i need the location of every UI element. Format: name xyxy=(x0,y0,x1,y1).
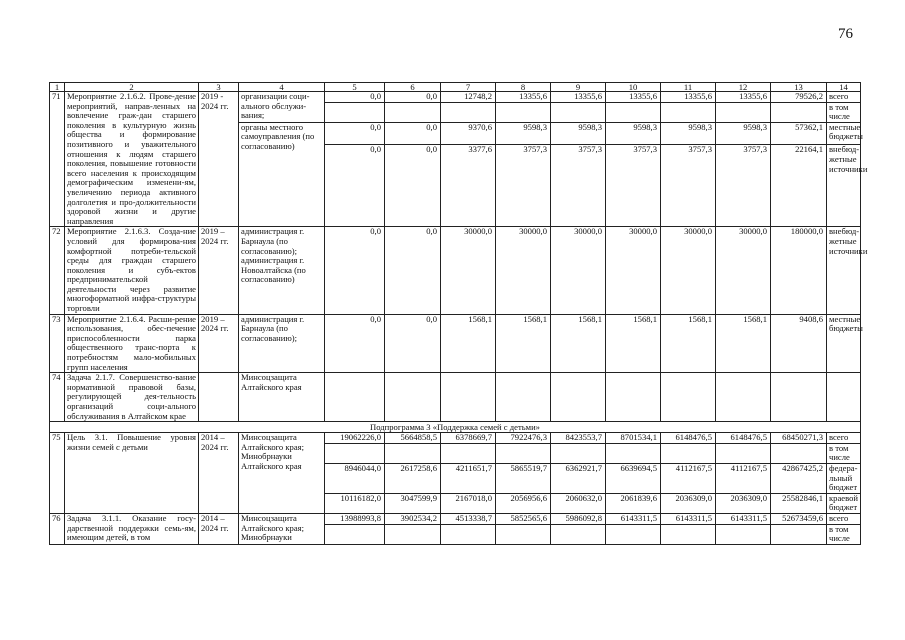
value-cell: 1568,1 xyxy=(661,314,716,373)
value-cell: 68450271,3 xyxy=(771,433,827,444)
value-cell xyxy=(385,373,441,422)
value-cell xyxy=(661,524,716,544)
table-row xyxy=(50,314,861,373)
activity-name: Мероприятие 2.1.6.4. Расши-рение использования, обес-печение приспособленности парка общественного транс-порта к потребностям мало-мобильных групп населения xyxy=(65,314,199,373)
column-number: 14 xyxy=(827,83,861,92)
value-cell: 1568,1 xyxy=(441,314,496,373)
table-row xyxy=(50,227,861,314)
executor: Минсоцзащита Алтайского края; Минобрнауки Алтайского края xyxy=(239,433,325,514)
value-cell: 3757,3 xyxy=(716,145,771,227)
value-cell: 13355,6 xyxy=(661,92,716,103)
value-cell: 22164,1 xyxy=(771,145,827,227)
period: 2019 - 2024 гг. xyxy=(199,92,239,227)
period: 2014 – 2024 гг. xyxy=(199,513,239,544)
value-cell: 8946044,0 xyxy=(325,463,385,493)
period: 2019 – 2024 гг. xyxy=(199,227,239,314)
value-cell xyxy=(385,524,441,544)
column-number: 13 xyxy=(771,83,827,92)
value-cell: 42867425,2 xyxy=(771,463,827,493)
value-cell: 1568,1 xyxy=(716,314,771,373)
value-cell: 6362921,7 xyxy=(551,463,606,493)
value-cell: 1568,1 xyxy=(551,314,606,373)
column-number: 4 xyxy=(239,83,325,92)
program-table xyxy=(49,82,868,545)
value-cell xyxy=(606,443,661,463)
value-cell: 0,0 xyxy=(325,227,385,314)
value-cell xyxy=(606,102,661,122)
funding-source: всего xyxy=(827,92,861,103)
value-cell xyxy=(606,373,661,422)
value-cell xyxy=(325,373,385,422)
period: 2014 – 2024 гг. xyxy=(199,433,239,514)
value-cell xyxy=(606,524,661,544)
value-cell: 2167018,0 xyxy=(441,493,496,513)
row-number: 73 xyxy=(50,314,65,373)
value-cell: 13355,6 xyxy=(496,92,551,103)
funding-source: в том числе xyxy=(827,443,861,463)
column-number: 2 xyxy=(65,83,199,92)
value-cell: 6148476,5 xyxy=(716,433,771,444)
value-cell: 12748,2 xyxy=(441,92,496,103)
value-cell xyxy=(716,524,771,544)
funding-source: в том числе xyxy=(827,524,861,544)
funding-source: местные бюджеты xyxy=(827,122,861,145)
value-cell xyxy=(551,524,606,544)
value-cell: 8701534,1 xyxy=(606,433,661,444)
value-cell: 7922476,3 xyxy=(496,433,551,444)
table-row xyxy=(50,433,861,444)
value-cell xyxy=(661,443,716,463)
value-cell: 30000,0 xyxy=(606,227,661,314)
value-cell: 0,0 xyxy=(325,92,385,103)
value-cell xyxy=(441,443,496,463)
value-cell xyxy=(661,373,716,422)
executor: Минсоцзащита Алтайского края xyxy=(239,373,325,422)
value-cell: 9598,3 xyxy=(716,122,771,145)
value-cell: 30000,0 xyxy=(441,227,496,314)
value-cell: 5664858,5 xyxy=(385,433,441,444)
value-cell xyxy=(325,524,385,544)
value-cell: 3377,6 xyxy=(441,145,496,227)
value-cell: 9598,3 xyxy=(606,122,661,145)
subprogram-row xyxy=(50,422,861,433)
value-cell: 30000,0 xyxy=(551,227,606,314)
value-cell xyxy=(325,443,385,463)
activity-name: Цель 3.1. Повышение уровня жизни семей с детьми xyxy=(65,433,199,514)
value-cell xyxy=(441,373,496,422)
value-cell: 2056956,6 xyxy=(496,493,551,513)
column-number: 5 xyxy=(325,83,385,92)
row-number: 71 xyxy=(50,92,65,227)
value-cell xyxy=(661,102,716,122)
executor: Минсоцзащита Алтайского края; Минобрнауки xyxy=(239,513,325,544)
value-cell: 3757,3 xyxy=(496,145,551,227)
column-number: 12 xyxy=(716,83,771,92)
table-row xyxy=(50,92,861,103)
value-cell: 3047599,9 xyxy=(385,493,441,513)
activity-name: Мероприятие 2.1.6.2. Прове-дение мероприятий, направ-ленных на вовлечение граж-дан старшего поколения в культурную жизнь общества и формирование позитивного и уважительного отношения к людям старшего поколения, повышение готовности всего населения к происходящим демографическим изменени-ям, увеличению периода активного долголетия и про-должительности здоровой жизни и другие направления xyxy=(65,92,199,227)
value-cell xyxy=(441,102,496,122)
value-cell: 9370,6 xyxy=(441,122,496,145)
value-cell xyxy=(551,373,606,422)
value-cell: 4112167,5 xyxy=(716,463,771,493)
value-cell: 13355,6 xyxy=(551,92,606,103)
value-cell: 0,0 xyxy=(385,122,441,145)
activity-name: Мероприятие 2.1.6.3. Созда-ние условий для формирова-ния комфортной потреби-тельской среды для граждан старшего поколения и субъ-ектов предпринимательской деятельности через развитие многоформатной инфра-структуры торговли xyxy=(65,227,199,314)
value-cell: 6378669,7 xyxy=(441,433,496,444)
value-cell: 4513338,7 xyxy=(441,513,496,524)
value-cell: 2060632,0 xyxy=(551,493,606,513)
value-cell xyxy=(716,102,771,122)
value-cell: 3757,3 xyxy=(551,145,606,227)
value-cell xyxy=(551,102,606,122)
value-cell xyxy=(325,102,385,122)
value-cell: 5865519,7 xyxy=(496,463,551,493)
value-cell xyxy=(771,443,827,463)
value-cell: 6143311,5 xyxy=(661,513,716,524)
value-cell: 6143311,5 xyxy=(606,513,661,524)
row-number: 75 xyxy=(50,433,65,514)
funding-source: в том числе xyxy=(827,102,861,122)
value-cell: 30000,0 xyxy=(496,227,551,314)
value-cell xyxy=(385,443,441,463)
value-cell: 0,0 xyxy=(385,227,441,314)
funding-source: местные бюджеты xyxy=(827,314,861,373)
value-cell: 0,0 xyxy=(325,122,385,145)
executor: администрация г. Барнаула (по согласованию); администрация г. Новоалтайска (по согласованию) xyxy=(239,227,325,314)
period: 2019 – 2024 гг. xyxy=(199,314,239,373)
row-number: 72 xyxy=(50,227,65,314)
column-number: 1 xyxy=(50,83,65,92)
value-cell: 9598,3 xyxy=(496,122,551,145)
column-number: 9 xyxy=(551,83,606,92)
value-cell: 57362,1 xyxy=(771,122,827,145)
column-number: 7 xyxy=(441,83,496,92)
value-cell: 13355,6 xyxy=(716,92,771,103)
value-cell: 3757,3 xyxy=(661,145,716,227)
value-cell xyxy=(716,443,771,463)
funding-source: федера-льный бюджет xyxy=(827,463,861,493)
value-cell xyxy=(496,102,551,122)
value-cell: 2061839,6 xyxy=(606,493,661,513)
executor: органы местного самоуправления (по согласованию) xyxy=(239,122,325,227)
row-number: 76 xyxy=(50,513,65,544)
column-number: 8 xyxy=(496,83,551,92)
value-cell: 8423553,7 xyxy=(551,433,606,444)
value-cell xyxy=(771,373,827,422)
value-cell: 79526,2 xyxy=(771,92,827,103)
funding-source: внебюд-жетные источники xyxy=(827,227,861,314)
value-cell: 5852565,6 xyxy=(496,513,551,524)
value-cell: 9598,3 xyxy=(551,122,606,145)
executor: администрация г. Барнаула (по согласованию); xyxy=(239,314,325,373)
value-cell: 2036309,0 xyxy=(716,493,771,513)
value-cell: 1568,1 xyxy=(606,314,661,373)
funding-source: всего xyxy=(827,433,861,444)
period xyxy=(199,373,239,422)
value-cell: 52673459,6 xyxy=(771,513,827,524)
activity-name: Задача 2.1.7. Совершенство-вание нормативной правовой базы, регулирующей дея-тельность организаций соци-ального обслуживания в Алтайском крае xyxy=(65,373,199,422)
value-cell: 2617258,6 xyxy=(385,463,441,493)
value-cell: 0,0 xyxy=(385,314,441,373)
value-cell: 0,0 xyxy=(385,92,441,103)
funding-source: краевой бюджет xyxy=(827,493,861,513)
value-cell: 30000,0 xyxy=(661,227,716,314)
column-number: 3 xyxy=(199,83,239,92)
row-number: 74 xyxy=(50,373,65,422)
value-cell xyxy=(496,443,551,463)
value-cell xyxy=(441,524,496,544)
funding-source xyxy=(827,373,861,422)
value-cell: 30000,0 xyxy=(716,227,771,314)
value-cell: 9408,6 xyxy=(771,314,827,373)
value-cell: 9598,3 xyxy=(661,122,716,145)
value-cell: 5986092,8 xyxy=(551,513,606,524)
value-cell: 19062226,0 xyxy=(325,433,385,444)
value-cell: 6143311,5 xyxy=(716,513,771,524)
value-cell xyxy=(496,524,551,544)
value-cell: 2036309,0 xyxy=(661,493,716,513)
table-row xyxy=(50,373,861,422)
value-cell: 0,0 xyxy=(325,145,385,227)
column-number: 10 xyxy=(606,83,661,92)
value-cell: 1568,1 xyxy=(496,314,551,373)
subprogram-title: Подпрограмма 3 «Поддержка семей с детьми» xyxy=(50,422,861,433)
value-cell: 0,0 xyxy=(385,145,441,227)
value-cell: 3902534,2 xyxy=(385,513,441,524)
funding-source: внебюд-жетные источники xyxy=(827,145,861,227)
value-cell: 10116182,0 xyxy=(325,493,385,513)
executor: организации соци-ального обслужи-вания; xyxy=(239,92,325,123)
value-cell: 13355,6 xyxy=(606,92,661,103)
value-cell: 4112167,5 xyxy=(661,463,716,493)
value-cell: 25582846,1 xyxy=(771,493,827,513)
value-cell xyxy=(771,102,827,122)
value-cell: 4211651,7 xyxy=(441,463,496,493)
activity-name: Задача 3.1.1. Оказание госу-дарственной поддержки семь-ям, имеющим детей, в том xyxy=(65,513,199,544)
value-cell xyxy=(551,443,606,463)
column-number: 6 xyxy=(385,83,441,92)
value-cell xyxy=(385,102,441,122)
value-cell: 13988993,8 xyxy=(325,513,385,524)
value-cell: 180000,0 xyxy=(771,227,827,314)
value-cell: 6639694,5 xyxy=(606,463,661,493)
value-cell: 6148476,5 xyxy=(661,433,716,444)
value-cell xyxy=(771,524,827,544)
value-cell: 3757,3 xyxy=(606,145,661,227)
funding-source: всего xyxy=(827,513,861,524)
value-cell xyxy=(496,373,551,422)
value-cell: 0,0 xyxy=(325,314,385,373)
column-number: 11 xyxy=(661,83,716,92)
page-number: 76 xyxy=(838,26,853,42)
table-row xyxy=(50,513,861,524)
value-cell xyxy=(716,373,771,422)
